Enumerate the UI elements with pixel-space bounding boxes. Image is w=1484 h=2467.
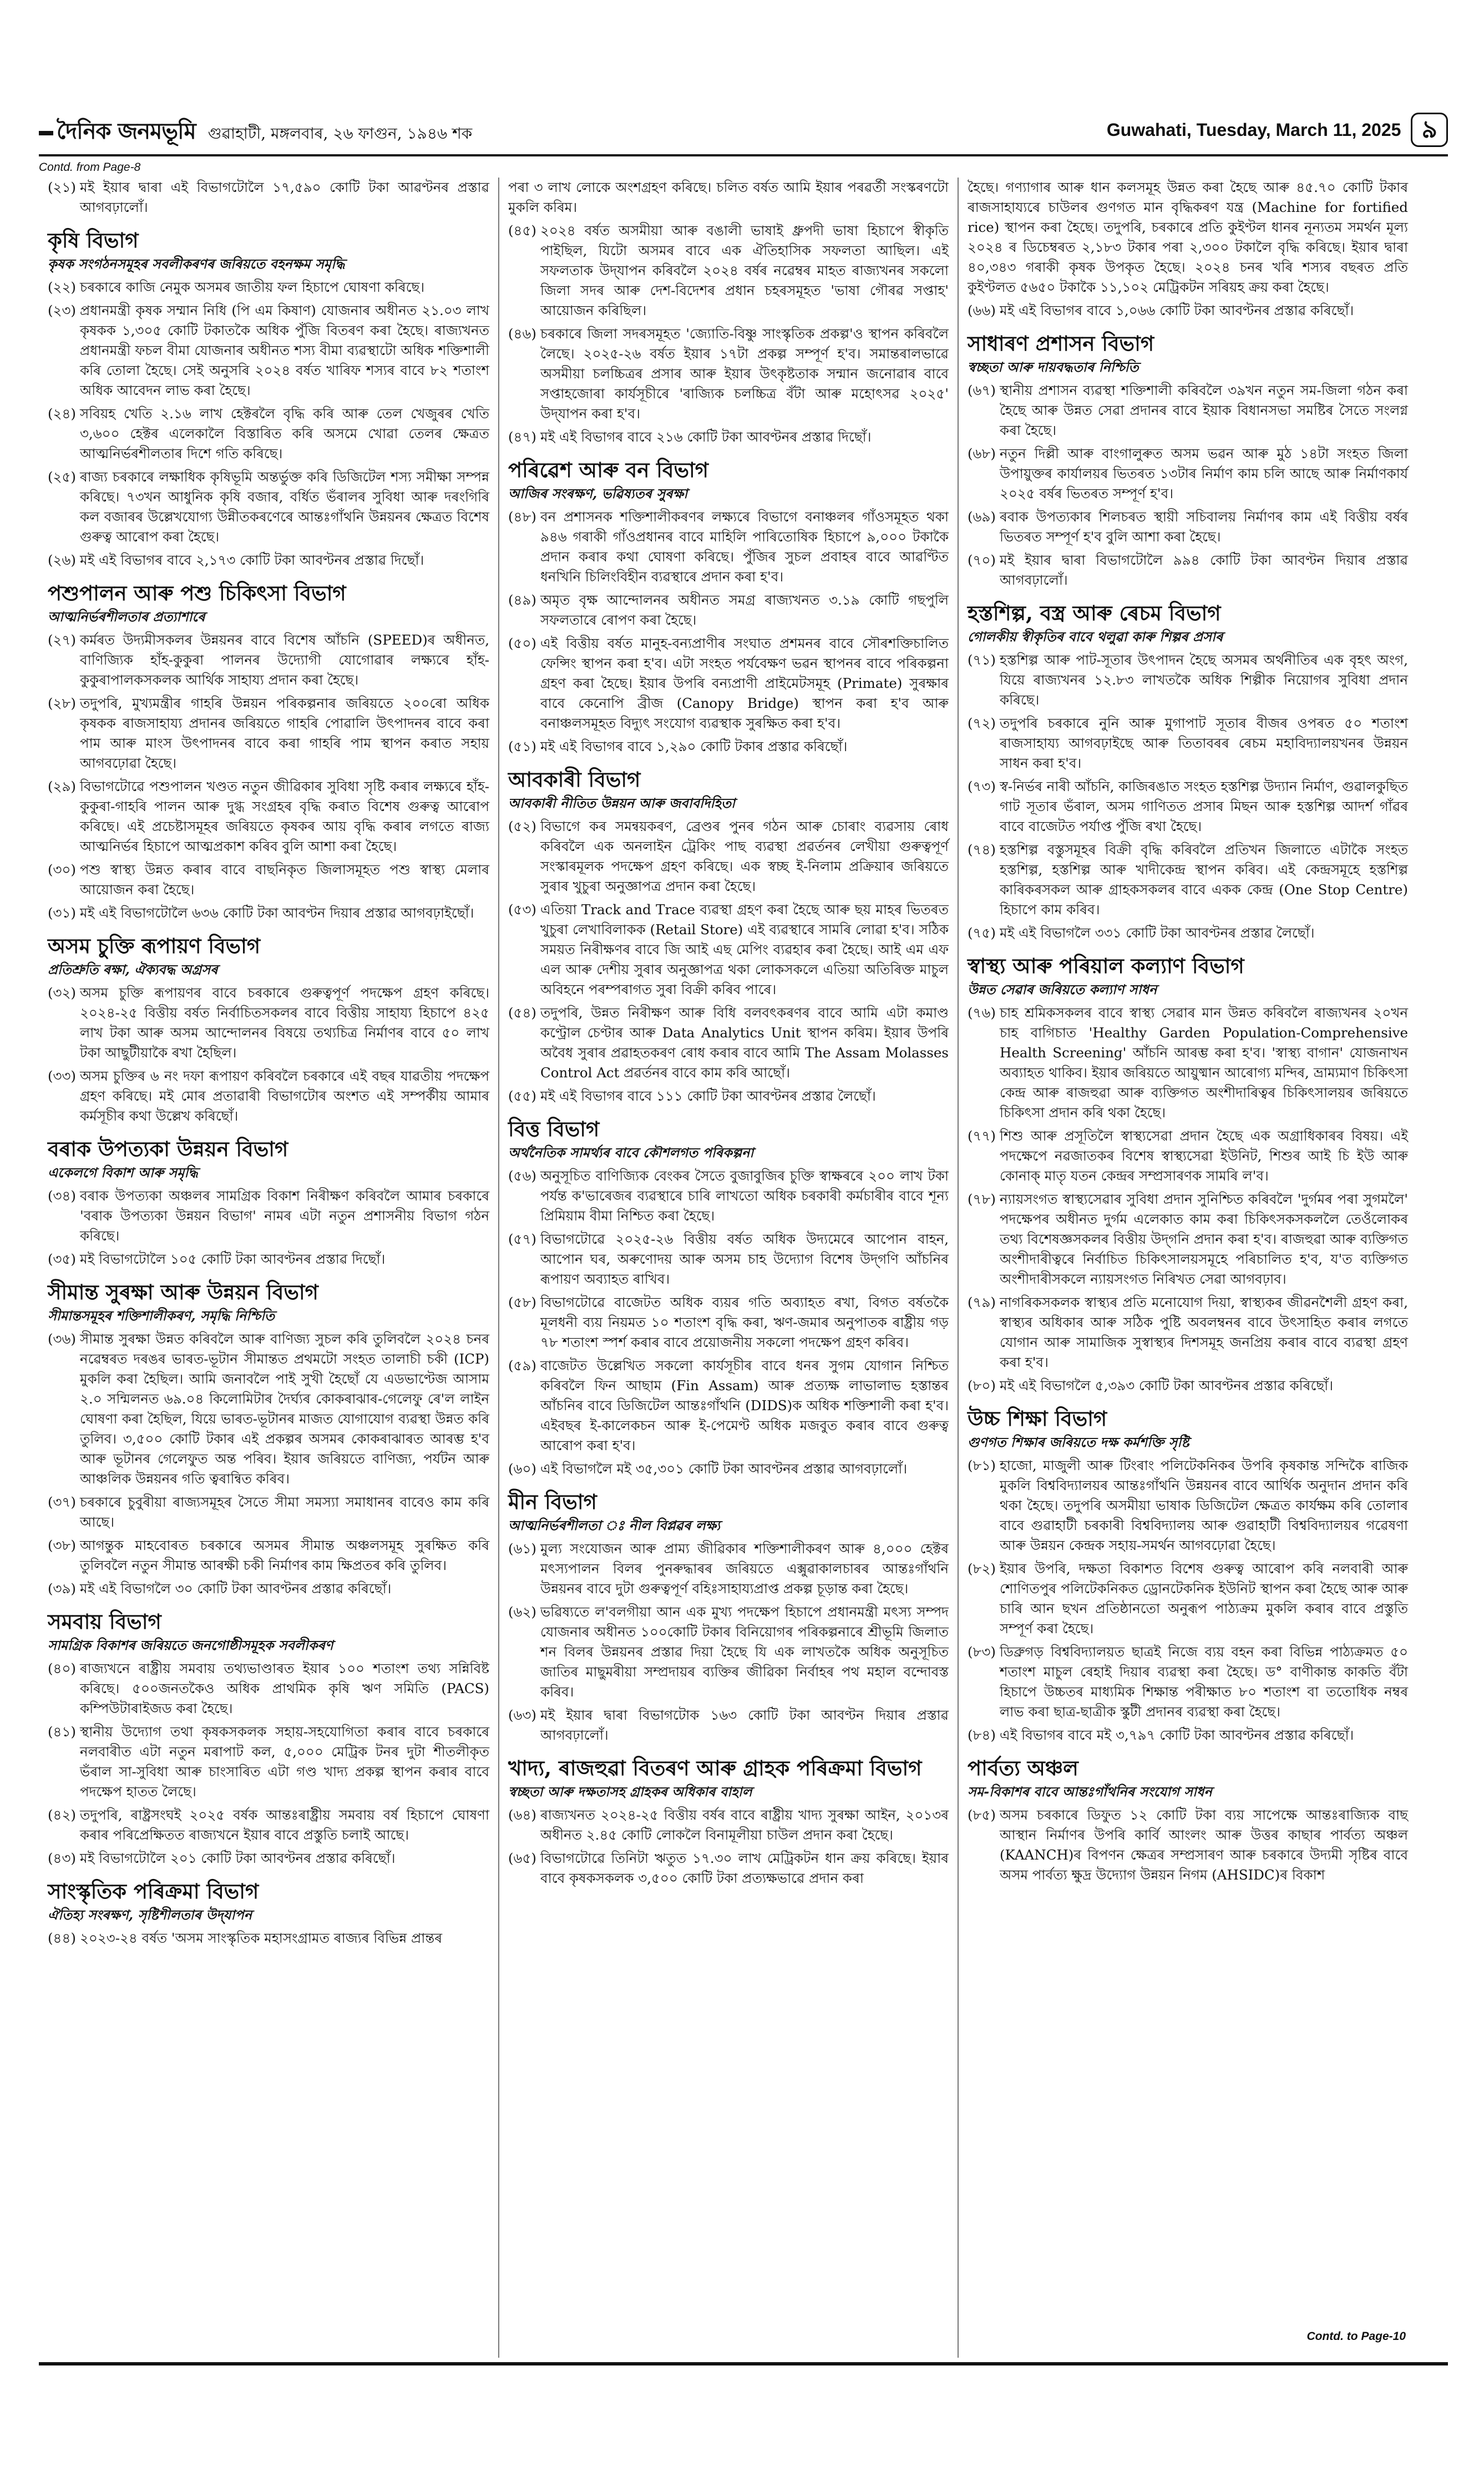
paragraph-number: (৭৫) bbox=[968, 925, 996, 941]
paragraph-text: মই এই বিভাগৰ বাবে ২১৬ কোটি টকা আবণ্টনৰ প্ৰস্তাৱ দিছোঁ। bbox=[540, 429, 872, 445]
numbered-paragraph bbox=[968, 1189, 1408, 1289]
numbered-paragraph bbox=[48, 1492, 489, 1532]
paragraph-text: হস্তশিল্প আৰু পাট-সূতাৰ উৎপাদন হৈছে অসমৰ অৰ্থনীতিৰ এক বৃহৎ অংগ, যিয়ে ৰাজ্যখনৰ ১২.৮৩ লাখতকৈ অধিক শিল্পীক নিয়োগৰ সুবিধা প্ৰদান কৰিছে। bbox=[1000, 652, 1408, 708]
section-subheading: সামগ্ৰিক বিকাশৰ জৰিয়তে জনগোষ্ঠীসমূহক সবলীকৰণ bbox=[48, 1637, 333, 1653]
paragraph-text: ডিব্ৰুগড় বিশ্ববিদ্যালয়ত ছাত্ৰই নিজে ব্যয় বহন কৰা বিভিন্ন পাঠ্যক্ৰমত ৫০ শতাংশ মাচুল ৰেহাই দিয়াৰ ব্যৱস্থা কৰা হৈছে। ড° বাণীকান্ত কাকতি বঁটা হিচাপে উচ্চতৰ মাধ্যমিক শিক্ষান্ত পৰীক্ষাত ৮০ শতাংশ বা ততোধিক নম্বৰ লাভ কৰা ছাত্ৰ-ছাত্ৰীক স্কুটী প্ৰদানৰ ব্যৱস্থা কৰা হৈছে। bbox=[1000, 1644, 1408, 1720]
paragraph-number: (৪৪) bbox=[48, 1930, 76, 1946]
paragraph-number: (৬২) bbox=[508, 1604, 536, 1620]
section-subheading: আবকাৰী নীতিত উন্নয়ন আৰু জবাবদিহিতা bbox=[508, 795, 735, 811]
numbered-paragraph bbox=[968, 777, 1408, 837]
bottom-rule bbox=[39, 2362, 1448, 2365]
numbered-paragraph bbox=[508, 427, 949, 447]
paragraph-text: এই বিভাগৰ বাবে মই ৩,৭৯৭ কোটি টকা আবণ্টনৰ প্ৰস্তাৱ কৰিছোঁ। bbox=[1000, 1727, 1354, 1743]
dateline-english: Guwahati, Tuesday, March 11, 2025 bbox=[1106, 119, 1401, 140]
section-heading: মীন বিভাগ bbox=[508, 1490, 597, 1514]
paragraph-number: (৪৬) bbox=[508, 326, 536, 342]
section-subheading: প্ৰতিশ্ৰুতি ৰক্ষা, ঐক্যবদ্ধ অগ্ৰসৰ bbox=[48, 961, 218, 977]
masthead bbox=[39, 108, 1448, 158]
newspaper-name: দৈনিক জনমভূমি bbox=[39, 114, 196, 151]
paragraph-number: (২৭) bbox=[48, 632, 76, 648]
paragraph-number: (৭৬) bbox=[968, 1005, 996, 1021]
section-heading: খাদ্য, ৰাজহুৱা বিতৰণ আৰু গ্ৰাহক পৰিক্ৰমা বিভাগ bbox=[508, 1756, 922, 1780]
paragraph-number: (৬৫) bbox=[508, 1850, 536, 1866]
section-subheading: সম-বিকাশৰ বাবে আন্তঃগাঁথনিৰ সংযোগ সাধন bbox=[968, 1784, 1212, 1800]
masthead-left bbox=[39, 114, 472, 151]
numbered-paragraph bbox=[508, 1805, 949, 1845]
numbered-paragraph bbox=[48, 1722, 489, 1802]
numbered-paragraph bbox=[508, 1356, 949, 1456]
section-subheading: স্বচ্ছতা আৰু দক্ষতাসহ গ্ৰাহকৰ অধিকাৰ বাহাল bbox=[508, 1784, 752, 1800]
numbered-paragraph bbox=[508, 737, 949, 757]
paragraph-text: মই এই বিভাগৰ বাবে ১,০৬৬ কোটি টকা আবণ্টনৰ প্ৰস্তাৱ কৰিছোঁ। bbox=[1000, 302, 1354, 318]
paragraph-text: হস্তশিল্প বস্তুসমূহৰ বিক্ৰী বৃদ্ধি কৰিবলৈ প্ৰতিখন জিলাতে এটাকৈ সংহত হস্তশিল্প, হস্তশিল্প আৰু খাদীকেন্দ্ৰ স্থাপন কৰিব। এই কেন্দ্ৰসমূহে হস্তশিল্প কাৰিকৰসকল আৰু গ্ৰাহকসকলৰ বাবে একক কেন্দ্ৰ (One Stop Centre) হিচাপে কাম কৰিব। bbox=[1000, 842, 1408, 918]
paragraph-text: বিভাগটোৱে পশুপালন খণ্ডত নতুন জীৱিকাৰ সুবিধা সৃষ্টি কৰাৰ লক্ষ্যৰে হাঁহ-কুকুৰা-গাহৰি পালন আৰু দুগ্ধ সংগ্ৰহৰ বৃদ্ধি কৰাত বিশেষ গুৰুত্ব আৰোপ কৰিছে। এই প্ৰচেষ্টাসমূহৰ জৰিয়তে কৃষকৰ আয় বৃদ্ধি কৰাৰ লগতে ৰাজ্য আত্মনিৰ্ভৰ হিচাপে আত্মপ্ৰকাশ কৰিব বুলি আশা কৰা হৈছে। bbox=[80, 778, 489, 854]
paragraph-text: বিভাগটোৱে বাজেটত অধিক ব্যয়ৰ গতি অব্যাহত ৰখা, বিগত বৰ্ষতকৈ মূলধনী ব্যয় নিয়মত ১০ শতাংশ বৃদ্ধি কৰা, ঋণ-জমাৰ অনুপাতক ৰাষ্ট্ৰীয় গড় ৭৮ শতাংশ স্পৰ্শ কৰাৰ বাবে প্ৰয়োজনীয় সকলো পদক্ষেপ গ্ৰহণ কৰিব। bbox=[540, 1294, 949, 1350]
numbered-paragraph bbox=[508, 1705, 949, 1745]
numbered-paragraph bbox=[48, 1848, 489, 1868]
numbered-paragraph bbox=[968, 1126, 1408, 1186]
numbered-paragraph bbox=[48, 467, 489, 547]
numbered-paragraph bbox=[508, 817, 949, 896]
numbered-paragraph bbox=[48, 630, 489, 690]
dateline-local: গুৱাহাটী, মঙ্গলবাৰ, ২৬ ফাগুন, ১৯৪৬ শক bbox=[207, 124, 473, 143]
paragraph-number: (২৯) bbox=[48, 778, 76, 794]
paragraph-text: অসম চুক্তি ৰূপায়ণৰ বাবে চৰকাৰে গুৰুত্বপূৰ্ণ পদক্ষেপ গ্ৰহণ কৰিছে। ২০২৪-২৫ বিত্তীয় বৰ্ষত নিৰ্বাচিতসকলৰ বাবে বিত্তীয় সাহায্য হিচাপে ৪২৫ লাখ টকা আৰু অসম আন্দোলনৰ বিষয়ে তথ্যচিত্ৰ নিৰ্মাণৰ বাবে ৫০ লাখ টকা আছুটীয়াকৈ ৰখা হৈছিল। bbox=[80, 985, 489, 1061]
numbered-paragraph bbox=[508, 507, 949, 587]
numbered-paragraph bbox=[48, 178, 489, 217]
numbered-paragraph bbox=[48, 1805, 489, 1845]
numbered-paragraph bbox=[48, 903, 489, 923]
paragraph-text: হৈছে। গণ্যাগাৰ আৰু ধান কলসমূহ উন্নত কৰা হৈছে আৰু ৪৫.৭০ কোটি টকাৰ ৰাজসাহায্যৰে চাউলৰ গুণগত মান বৃদ্ধিকৰণ যন্ত্ৰ (Machine for fortified rice) স্থাপন কৰা হৈছে। তদুপৰি, চৰকাৰে প্ৰতি কুইণ্টল ধানৰ নূন্যতম সমৰ্থন মূল্য ২০২৪ ৰ ডিচেম্বৰত ২,১৮৩ টকাৰ পৰা ২,৩০০ টকালৈ বৃদ্ধি কৰিছে। ইয়াৰ দ্বাৰা ৪০,৩৪৩ গৰাকী কৃষক উপকৃত হৈছে। ২০২৪ চনৰ খৰি শস্যৰ বছৰত প্ৰতি কুইণ্টলত ৫৬৫০ টকাকৈ ১১,১০২ মেট্ৰিকটন সৰিয়হ ক্ৰয় কৰা হৈছে। bbox=[968, 179, 1408, 295]
paragraph-number: (৬৪) bbox=[508, 1807, 536, 1823]
paragraph-text: কৰ্মৰত উদ্যমীসকলৰ উন্নয়নৰ বাবে বিশেষ আঁচনি (SPEED)ৰ অধীনত, বাণিজ্যিক হাঁহ-কুকুৰা পালনৰ উদ্যোগী যোগোৱাৰ লক্ষ্যৰে হাঁহ-কুকুৰাপালকসকলক আৰ্থিক সাহায্য প্ৰদান কৰা হৈছে। bbox=[80, 632, 489, 688]
section-subheading: কৃষক সংগঠনসমূহৰ সবলীকৰণৰ জৰিয়তে বহনক্ষম সমৃদ্ধি bbox=[48, 256, 345, 272]
paragraph-number: (৪২) bbox=[48, 1807, 76, 1823]
numbered-paragraph bbox=[48, 550, 489, 570]
paragraph-text: তদুপৰি, মুখ্যমন্ত্ৰীৰ গাহৰি উন্নয়ন পৰিকল্পনাৰ জৰিয়তে ২০০ৰো অধিক কৃষকক ৰাজসাহায্য প্ৰদানৰ জৰিয়তে গাহৰি পোৱালি উৎপাদনৰ বাবে কৰা পাম আৰু মাংস উৎপাদনৰ বাবে কৰা গাহৰি পাম স্থাপন কৰাত সহায় আগবঢ়োৱা হৈছে। bbox=[80, 695, 489, 771]
paragraph-number: (২৪) bbox=[48, 406, 76, 422]
section-heading: কৃষি বিভাগ bbox=[48, 228, 139, 252]
paragraph-text: মই এই বিভাগলৈ ৫,৩৯৩ কোটি টকা আবণ্টনৰ প্ৰস্তাৱ কৰিছোঁ। bbox=[1000, 1377, 1334, 1394]
numbered-paragraph bbox=[508, 1848, 949, 1888]
numbered-paragraph bbox=[48, 1329, 489, 1489]
numbered-paragraph bbox=[968, 550, 1408, 590]
numbered-paragraph bbox=[968, 381, 1408, 440]
paragraph-text: মই এই বিভাগলৈ ৩০ কোটি টকা আবণ্টনৰ প্ৰস্তাৱ কৰিছোঁ। bbox=[80, 1580, 392, 1597]
section-subheading: আজিৰ সংৰক্ষণ, ভৱিষ্যতৰ সুৰক্ষা bbox=[508, 485, 688, 501]
numbered-paragraph bbox=[968, 1293, 1408, 1372]
paragraph-text: মই ইয়াৰ দ্বাৰা এই বিভাগটোলৈ ১৭,৫৯০ কোটি টকা আৱণ্টনৰ প্ৰস্তাৱ আগবঢ়ালোঁ। bbox=[80, 179, 489, 215]
paragraph-text: এই বিভাগলৈ মই ৩৫,৩০১ কোটি টকা আবণ্টনৰ প্ৰস্তাৱ আগবঢ়ালোঁ। bbox=[540, 1461, 908, 1477]
paragraph-text: চাহ শ্ৰমিকসকলৰ বাবে স্বাস্থ্য সেৱাৰ মান উন্নত কৰিবলৈ ৰাজ্যখনৰ ২০খন চাহ বাগিচাত 'Healthy Garden Population-Comprehensive Health Screening' আঁচনি আৰম্ভ কৰা হ'ব। 'স্বাস্থ্য বাগান' যোজনাখন অব্যাহত থাকিব। ইয়াৰ জৰিয়তে আয়ুষ্মান আৰোগ্য মন্দিৰ, ভ্ৰাম্যমাণ চিকিৎসা কেন্দ্ৰ আৰু ৰাজহুৱা আৰু ব্যক্তিগত অংশীদাৰিত্বৰ চিকিৎসালয়ৰ জৰিয়তে চিকিৎসা প্ৰদান কৰি থকা হৈছে। bbox=[1000, 1005, 1408, 1121]
section-heading: স্বাস্থ্য আৰু পৰিয়াল কল্যাণ বিভাগ bbox=[968, 954, 1244, 978]
paragraph-number: (২৬) bbox=[48, 552, 76, 568]
paragraph-number: (৩৯) bbox=[48, 1580, 76, 1597]
numbered-paragraph bbox=[48, 1249, 489, 1269]
paragraph-text: ন্যায়সংগত স্বাস্থ্যসেৱাৰ সুবিধা প্ৰদান সুনিশ্চিত কৰিবলৈ 'দুৰ্গমৰ পৰা সুগমলৈ' পদক্ষেপৰ অধীনত দুৰ্গম এলেকাত কাম কৰা চিকিৎসকসকললৈ তেওঁলোকৰ তথ্য বিশেষজ্ঞসকলৰ বিত্তীয় উদ্‌গনি প্ৰদান কৰা হ'ব। ৰাজহুৱা আৰু ব্যক্তিগত অংশীদাৰীত্বৰে নিৰ্বাচিত চিকিৎসালয়সমূহে পৰিচালিত হ'ব, য'ত ব্যক্তিগত অংশীদাৰীসকলে ন্যায়সংগত নিৰিখত সেৱা আগবঢ়াব। bbox=[1000, 1191, 1408, 1287]
section-subheading: আত্মনিৰ্ভৰশীলতাৰ প্ৰত্যাশাৰে bbox=[48, 609, 205, 625]
paragraph-number: (৭০) bbox=[968, 552, 996, 568]
numbered-paragraph bbox=[968, 1805, 1408, 1885]
column-2 bbox=[498, 178, 958, 2358]
paragraph-number: (৫৩) bbox=[508, 901, 536, 918]
paragraph-number: (৮২) bbox=[968, 1561, 996, 1577]
paragraph-number: (২২) bbox=[48, 279, 76, 295]
paragraph-number: (৫৪) bbox=[508, 1005, 536, 1021]
paragraph-text: ৰাজ্যখনত ২০২৪-২৫ বিত্তীয় বৰ্ষৰ বাবে ৰাষ্ট্ৰীয় খাদ্য সুৰক্ষা আইন, ২০১৩ৰ অধীনত ২.৪৫ কোটি লোকলৈ বিনামূলীয়া চাউল প্ৰদান কৰা হৈছে। bbox=[540, 1807, 949, 1843]
paragraph-text: মই ইয়াৰ দ্বাৰা বিভাগটোলৈ ৯৯৪ কোটি টকা আবণ্টন দিয়াৰ প্ৰস্তাৱ আগবঢ়ালোঁ। bbox=[1000, 552, 1408, 588]
paragraph-text: ৰবাক উপত্যকাৰ শিলচৰত স্থায়ী সচিবালয় নিৰ্মাণৰ কাম এই বিত্তীয় বৰ্ষৰ ভিতৰত সম্পূৰ্ণ হ'ব বুলি আশা কৰা হৈছে। bbox=[1000, 509, 1408, 545]
paragraph-text: মই এই বিভাগৰ বাবে ১১১ কোটি টকা আবণ্টনৰ প্ৰস্তাৱ লৈছোঁ। bbox=[540, 1088, 876, 1104]
paragraph-number: (৮০) bbox=[968, 1377, 996, 1394]
section-heading: উচ্চ শিক্ষা বিভাগ bbox=[968, 1406, 1107, 1431]
section-heading: সীমান্ত সুৰক্ষা আৰু উন্নয়ন বিভাগ bbox=[48, 1280, 318, 1304]
paragraph-text: বিভাগটোৱে ২০২৫-২৬ বিত্তীয় বৰ্ষত অধিক উদ্যমেৰে আপোন বাহন, আপোন ঘৰ, অৰুণোদয় আৰু অসম চাহ উদ্যোগ বিশেষ উদ্‌গণি আঁচনিৰ ৰূপায়ণ অব্যাহত ৰাখিব। bbox=[540, 1231, 949, 1287]
paragraph-number: (৮১) bbox=[968, 1457, 996, 1473]
numbered-paragraph bbox=[968, 923, 1408, 943]
continued-paragraph bbox=[508, 178, 949, 217]
numbered-paragraph bbox=[508, 1166, 949, 1226]
section-heading: পাৰ্বত্য অঞ্চল bbox=[968, 1756, 1078, 1780]
paragraph-number: (২১) bbox=[48, 179, 76, 195]
numbered-paragraph bbox=[48, 1659, 489, 1719]
paragraph-number: (৩৬) bbox=[48, 1331, 76, 1347]
paragraph-number: (৬৯) bbox=[968, 509, 996, 525]
section-heading: সাংস্কৃতিক পৰিক্ৰমা বিভাগ bbox=[48, 1879, 259, 1903]
paragraph-number: (৭৪) bbox=[968, 842, 996, 858]
paragraph-number: (৩৫) bbox=[48, 1251, 76, 1267]
numbered-paragraph bbox=[48, 983, 489, 1063]
paragraph-text: মই বিভাগটোলৈ ২০১ কোটি টকা আবণ্টনৰ প্ৰস্তাৱ কৰিছোঁ। bbox=[80, 1850, 396, 1866]
paragraph-text: শিশু আৰু প্ৰসূতিলৈ স্বাস্থ্যসেৱা প্ৰদান হৈছে এক অগ্ৰাধিকাৰৰ বিষয়। এই পদক্ষেপে নৱজাতকৰ বিশেষ স্বাস্থ্যসেৱা ইউনিট, শিশুৰ আই চি ইউ আৰু কোনাক্ মাতৃ যতন কেন্দ্ৰৰ সম্প্ৰসাৰণক সামৰি ল'ব। bbox=[1000, 1128, 1408, 1184]
numbered-paragraph bbox=[508, 590, 949, 630]
paragraph-text: বন প্ৰশাসনক শক্তিশালীকৰণৰ লক্ষ্যৰে বিভাগে বনাঞ্চলৰ গাঁওসমূহত থকা ৯৪৬ গৰাকী গাঁওপ্ৰধানৰ বাবে মাহিলি পাৰিতোষিক হিচাপে ৯,০০০ টকাকৈ প্ৰদান কৰাৰ কথা ঘোষণা কৰিছে। পুঁজিৰ সুচল প্ৰবাহৰ বাবে আৱণ্টিত ধনখিনি চিলিংবিহীন ব্যৱস্থাৰে প্ৰদান কৰা হ'ব। bbox=[540, 509, 949, 585]
paragraph-text: প্ৰধানমন্ত্ৰী কৃষক সম্মান নিধি (পি এম কিষাণ) যোজনাৰ অধীনত ২১.০৩ লাখ কৃষকক ১,৩০৫ কোটি টকাতকৈ অধিক পুঁজি বিতৰণ কৰা হৈছে। ৰাজ্যখনত প্ৰধানমন্ত্ৰী ফচল বীমা যোজনাৰ অধীনত শস্য বীমা ব্যৱস্থাটো অধিক শক্তিশালী কৰি তোলা হৈছে। সেই অনুসৰি ২০২৪ বৰ্ষত খাৰিফ শস্যৰ বাবে ৮২ শতাংশ অধিক আবেদন লাভ কৰা হৈছে। bbox=[80, 302, 489, 398]
paragraph-text: অসম চৰকাৰে ডিফুত ১২ কোটি টকা ব্যয় সাপেক্ষে আন্তঃৰাজ্যিক বাছ আস্থান নিৰ্মাণৰ উপৰি কাৰ্বি আংলং আৰু উত্তৰ কাছাৰ পাৰ্বত্য অঞ্চল (KAANCH)ৰ বিপণন ক্ষেত্ৰৰ সম্প্ৰসাৰণ আৰু চৰকাৰে উদ্যমী সৃষ্টিৰ বাবে অসম পাৰ্বত্য ক্ষুদ্ৰ উদ্যোগ উন্নয়ন নিগম (AHSIDC)ৰ বিকাশ bbox=[1000, 1807, 1408, 1883]
paragraph-number: (৫৮) bbox=[508, 1294, 536, 1310]
paragraph-text: চৰকাৰে জিলা সদৰসমূহত 'জ্যোতি-বিষ্ণু সাংস্কৃতিক প্ৰকল্প'ও স্থাপন কৰিবলৈ লৈছে। ২০২৫-২৬ বৰ্ষত ইয়াৰ ১৭টা প্ৰকল্প সম্পূৰ্ণ হ'ব। সমান্তৰালভাৱে অসমীয়া চলচ্চিত্ৰৰ প্ৰসাৰ আৰু ইয়াৰ উৎকৃষ্টতাক সন্মান জনোৱাৰ বাবে সপ্তাহজোৰা কাৰ্যসূচীৰে 'ৰাজ্যিক চলচ্চিত্ৰ বঁটা আৰু মহোৎসৱ ২০২৫' উদ্‌যাপন কৰা হ'ব। bbox=[540, 326, 949, 422]
paragraph-text: নতুন দিল্লী আৰু বাংগালুৰুত অসম ভৱন আৰু মুঠ ১৪টা সংহত জিলা উপায়ুক্তৰ কাৰ্যালয়ৰ ভিতৰত ১৩টাৰ নিৰ্মাণ কাম চলি আছে আৰু নিৰ্মাণকাৰ্য ২০২৫ বৰ্ষৰ ভিতৰত সম্পূৰ্ণ হ'ব। bbox=[1000, 445, 1408, 501]
numbered-paragraph bbox=[508, 1539, 949, 1599]
paragraph-text: স্থানীয় প্ৰশাসন ব্যৱস্থা শক্তিশালী কৰিবলৈ ৩৯খন নতুন সম-জিলা গঠন কৰা হৈছে আৰু উন্নত সেৱা প্ৰদানৰ বাবে ইয়াক বিধানসভা সমষ্টিৰ সৈতে সংলগ্ন কৰা হৈছে। bbox=[1000, 382, 1408, 438]
paragraph-number: (৬৩) bbox=[508, 1707, 536, 1723]
paragraph-number: (৪৮) bbox=[508, 509, 536, 525]
article-columns bbox=[39, 178, 1448, 2358]
section-heading: সাধাৰণ প্ৰশাসন বিভাগ bbox=[968, 331, 1154, 356]
numbered-paragraph bbox=[508, 1459, 949, 1479]
paragraph-text: বিভাগে কৰ সমন্বয়কৰণ, ব্ৰেণ্ডৰ পুনৰ গঠন আৰু চোৰাং ব্যৱসায় ৰোধ কৰিবলৈ এক অনলাইন ট্ৰেকিং পাছ ব্যৱস্থা প্ৰৱৰ্তনৰ লেখীয়া গুৰুত্বপূৰ্ণ সংস্কাৰমূলক পদক্ষেপ গ্ৰহণ কৰিছে। এক স্বচ্ছ ই-নিলাম প্ৰক্ৰিয়াৰ জৰিয়তে সুৰাৰ খুচুৰা অনুজ্ঞাপত্ৰ প্ৰদান কৰা হৈছে। bbox=[540, 818, 949, 894]
numbered-paragraph bbox=[968, 444, 1408, 504]
paragraph-text: অসম চুক্তিৰ ৬ নং দফা ৰূপায়ণ কৰিবলৈ চৰকাৰে এই বছৰ যাৱতীয় পদক্ষেপ গ্ৰহণ কৰিছে। মই মোৰ প্ৰতাৱাৰী বিভাগটোৰ অংশত এই সম্পৰ্কীয় আমাৰ কৰ্মসূচীৰ কথা উল্লেখ কৰিছোঁ। bbox=[80, 1068, 489, 1124]
paragraph-number: (৩১) bbox=[48, 905, 76, 921]
numbered-paragraph bbox=[508, 900, 949, 1000]
numbered-paragraph bbox=[48, 1066, 489, 1126]
numbered-paragraph bbox=[968, 650, 1408, 710]
paragraph-text: সীমান্ত সুৰক্ষা উন্নত কৰিবলৈ আৰু বাণিজ্য সুচল কৰি তুলিবলৈ ২০২৪ চনৰ নৱেম্বৰত দৰঙৰ ভাৰত-ভূটান সীমান্তত প্ৰথমটো সংহত তালাচী চকী (ICP) মুকলি কৰা হৈছিল। আমি জনাবলৈ পাই সুখী হৈছোঁ যে এডভাণ্টেজ আসাম ২.০ সন্মিলনত ৬৯.০৪ কিলোমিটাৰ দৈৰ্ঘ্যৰ কোকৰাঝাৰ-গেলেফু ৰে'ল লাইন ঘোষণা কৰা হৈছিল, যিয়ে ভাৰত-ভূটানৰ মাজত যোগাযোগ ব্যৱস্থা উন্নত কৰি তুলিব। ৩,৫০০ কোটি টকাৰ এই প্ৰকল্পৰ অসমৰ কোকৰাঝাৰত আৰম্ভ হ'ব আৰু ভূটানৰ গেলেফুত অন্ত পৰিব। ইয়াৰ জৰিয়তে বাণিজ্য, পৰ্যটন আৰু আঞ্চলিক উন্নয়নৰ গতি ত্বৰান্বিত কৰিব। bbox=[80, 1331, 489, 1487]
section-heading: পশুপালন আৰু পশু চিকিৎসা বিভাগ bbox=[48, 581, 346, 605]
paragraph-text: মই এই বিভাগটোলৈ ৬৩৬ কোটি টকা আবণ্টন দিয়াৰ প্ৰস্তাৱ আগবঢ়াইছোঁ। bbox=[80, 905, 474, 921]
paragraph-number: (৮৪) bbox=[968, 1727, 996, 1743]
section-heading: আবকাৰী বিভাগ bbox=[508, 767, 641, 792]
numbered-paragraph bbox=[508, 1086, 949, 1106]
paragraph-number: (৭২) bbox=[968, 715, 996, 731]
paragraph-text: ইয়াৰ উপৰি, দক্ষতা বিকাশত বিশেষ গুৰুত্ব আৰোপ কৰি নলবাৰী আৰু শোণিতপুৰ পলিটেকনিকত ড্ৰোনটেকনিক ইউনিট স্থাপন কৰা হৈছে আৰু আৰু চাৰি আন ছখন প্ৰতিষ্ঠানতো অনুৰূপ পাঠ্যক্ৰম মুকলি কৰাৰ বাবে প্ৰস্তুতি সম্পূৰ্ণ কৰা হৈছে। bbox=[1000, 1561, 1408, 1637]
paragraph-number: (২৮) bbox=[48, 695, 76, 711]
masthead-rule bbox=[39, 154, 1448, 156]
paragraph-text: মই এই বিভাগৰ বাবে ২,১৭৩ কোটি টকা আবণ্টনৰ প্ৰস্তাৱ দিছোঁ। bbox=[80, 552, 424, 568]
numbered-paragraph bbox=[508, 1229, 949, 1289]
section-subheading: সীমান্তসমূহৰ শক্তিশালীকৰণ, সমৃদ্ধি নিশ্চিতি bbox=[48, 1308, 275, 1324]
paragraph-number: (৪৫) bbox=[508, 222, 536, 239]
numbered-paragraph bbox=[48, 777, 489, 857]
numbered-paragraph bbox=[968, 713, 1408, 773]
paragraph-number: (৫৯) bbox=[508, 1357, 536, 1374]
paragraph-text: তদুপৰি চৰকাৰে নুনি আৰু মুগাপাট সূতাৰ বীজৰ ওপৰত ৫০ শতাংশ ৰাজসাহায্য আগবঢ়াইছে আৰু তিতাবৰৰ ৰেচম মহাবিদ্যালয়খনৰ উন্নয়ন সাধন কৰা হ'ব। bbox=[1000, 715, 1408, 771]
paragraph-number: (৪৯) bbox=[508, 592, 536, 608]
paragraph-text: বাজেটত উল্লেখিত সকলো কাৰ্যসূচীৰ বাবে ধনৰ সুগম যোগান নিশ্চিত কৰিবলৈ ফিন আছাম (Fin Assam) আৰু প্ৰত্যক্ষ লাভালাভ হস্তান্তৰ আঁচনিৰ বাবে ডিজিটেল আন্তঃগাঁথনি (DIDS)ক অধিক শক্তিশালী কৰা হ'ব। এইবছৰ ই-কালেকচন আৰু ই-পেমেণ্ট অধিক মজবুত কৰাৰ বাবে গুৰুত্ব আৰোপ কৰা হ'ব। bbox=[540, 1357, 949, 1453]
paragraph-text: বিভাগটোৱে তিনিটা ঋতুত ১৭.৩০ লাখ মেট্ৰিকটন ধান ক্ৰয় কৰিছে। ইয়াৰ বাবে কৃষকসকলক ৩,৫০০ কোটি টকা প্ৰত্যক্ষভাৱে প্ৰদান কৰা bbox=[540, 1850, 949, 1886]
column-1 bbox=[39, 178, 498, 2358]
numbered-paragraph bbox=[508, 221, 949, 321]
paragraph-number: (৩২) bbox=[48, 985, 76, 1001]
paragraph-text: ৰাজ্য চৰকাৰে লক্ষাধিক কৃষিভূমি অন্তৰ্ভুক্ত কৰি ডিজিটেল শস্য সমীক্ষা সম্পন্ন কৰিছে। ৭৩খন আধুনিক কৃষি বজাৰ, বৰ্ধিত ভঁৰালৰ সুবিধা আৰু দৰংগিৰি কল বজাৰৰ উল্লেখযোগ্য উন্নীতকৰণেৰে আন্তঃগাঁথনি উন্নয়নৰ ক্ষেত্ৰত বিশেষ গুৰুত্ব আৰোপ কৰা হৈছে। bbox=[80, 469, 489, 545]
numbered-paragraph bbox=[48, 693, 489, 773]
paragraph-text: অমৃত বৃক্ষ আন্দোলনৰ অধীনত সমগ্ৰ ৰাজ্যখনত ৩.১৯ কোটি গছপুলি সফলতাৰে ৰোপণ কৰা হৈছে। bbox=[540, 592, 949, 628]
paragraph-text: ২০২৪ বৰ্ষত অসমীয়া আৰু বঙালী ভাষাই ধ্ৰুপদী ভাষা হিচাপে স্বীকৃতি পাইছিল, যিটো অসমৰ বাবে এক ঐতিহাসিক সফলতা আছিল। এই সফলতাক উদ্‌যাপন কৰিবলৈ ২০২৪ বৰ্ষৰ নৱেম্বৰ মাহত ৰাজ্যখনৰ সকলো জিলা সদৰ আৰু দেশ-বিদেশৰ প্ৰধান চহৰসমূহত 'ভাষা গৌৰৱ সপ্তাহ' আয়োজন কৰিছিল। bbox=[540, 222, 949, 318]
numbered-paragraph bbox=[48, 404, 489, 464]
numbered-paragraph bbox=[48, 860, 489, 900]
paragraph-number: (৬৬) bbox=[968, 302, 996, 318]
numbered-paragraph bbox=[968, 1725, 1408, 1745]
paragraph-number: (৬৮) bbox=[968, 445, 996, 462]
section-heading: সমবায় বিভাগ bbox=[48, 1609, 161, 1634]
numbered-paragraph bbox=[968, 301, 1408, 321]
numbered-paragraph bbox=[968, 1559, 1408, 1639]
paragraph-number: (৩৮) bbox=[48, 1537, 76, 1553]
paragraph-number: (৫০) bbox=[508, 635, 536, 651]
paragraph-number: (৫২) bbox=[508, 818, 536, 834]
paragraph-number: (৭৩) bbox=[968, 778, 996, 794]
paragraph-text: মই এই বিভাগলৈ ৩৩১ কোটি টকা আবণ্টনৰ প্ৰস্তাৱ লৈছোঁ। bbox=[1000, 925, 1315, 941]
paragraph-text: আগন্তুক মাহবোৰত চৰকাৰে অসমৰ সীমান্ত অঞ্চলসমূহ সুৰক্ষিত কৰি তুলিবলৈ নতুন সীমান্ত আৰক্ষী চকী নিৰ্মাণৰ কাম ক্ষিপ্ৰতৰ কৰি তুলিব। bbox=[80, 1537, 489, 1573]
page-number: ৯ bbox=[1411, 113, 1448, 147]
section-heading: হস্তশিল্প, বস্ত্ৰ আৰু ৰেচম বিভাগ bbox=[968, 601, 1221, 625]
section-subheading: অৰ্থনৈতিক সামৰ্থ্যৰ বাবে কৌশলগত পৰিকল্পনা bbox=[508, 1144, 754, 1161]
paragraph-text: মই ইয়াৰ দ্বাৰা বিভাগটোক ১৬৩ কোটি টকা আবণ্টন দিয়াৰ প্ৰস্তাৱ আগবঢ়ালোঁ। bbox=[540, 1707, 949, 1743]
section-heading: বিত্ত বিভাগ bbox=[508, 1117, 600, 1141]
paragraph-text: চৰকাৰে কাজি নেমুক অসমৰ জাতীয় ফল হিচাপে ঘোষণা কৰিছে। bbox=[80, 279, 425, 295]
section-subheading: ঐতিহ্য সংৰক্ষণ, সৃষ্টিশীলতাৰ উদ্‌যাপন bbox=[48, 1907, 252, 1923]
section-subheading: আত্মনিৰ্ভৰশীলতা ঃ নীল বিপ্লৱৰ লক্ষ্য bbox=[508, 1517, 721, 1533]
section-subheading: গুণগত শিক্ষাৰ জৰিয়তে দক্ষ কৰ্মশক্তি সৃষ্টি bbox=[968, 1434, 1189, 1450]
paragraph-number: (৫১) bbox=[508, 738, 536, 754]
numbered-paragraph bbox=[968, 1456, 1408, 1556]
paragraph-text: স্থানীয় উদ্যোগ তথা কৃষকসকলক সহায়-সহযোগিতা কৰাৰ বাবে চৰকাৰে নলবাৰীত এটা নতুন মৰাপাট কল, ৫,০০০ মেট্ৰিক টনৰ দুটা শীতলীকৃত ভঁৰাল সা-সুবিধা আৰু চাংসাৰিত এটা গণ্ড খাদ্য প্ৰকল্প স্থাপন কৰাৰ বাবে পদক্ষেপ হাতত লৈছে। bbox=[80, 1724, 489, 1800]
section-subheading: গোলকীয় স্বীকৃতিৰ বাবে থলুৱা কাৰু শিল্পৰ প্ৰসাৰ bbox=[968, 629, 1223, 645]
paragraph-text: সবিয়হ খেতি ২.১৬ লাখ হেক্টৰলৈ বৃদ্ধি কৰি আৰু তেল খেজুৰৰ খেতি ৩,৬০০ হেক্টৰ এলেকালৈ বিস্তাৰিত কৰি অসমে খোৱা তেলৰ ক্ষেত্ৰত আত্মনিৰ্ভৰশীলতাৰ দিশে গতি কৰিছে। bbox=[80, 406, 489, 462]
numbered-paragraph bbox=[508, 634, 949, 733]
paragraph-number: (২৩) bbox=[48, 302, 76, 318]
section-subheading: উন্নত সেৱাৰ জৰিয়তে কল্যাণ সাধন bbox=[968, 981, 1157, 997]
paragraph-number: (৩৪) bbox=[48, 1188, 76, 1204]
section-heading: পৰিৱেশ আৰু বন বিভাগ bbox=[508, 458, 709, 482]
paragraph-number: (৩০) bbox=[48, 862, 76, 878]
paragraph-number: (৪৩) bbox=[48, 1850, 76, 1866]
paragraph-text: তদুপৰি, ৰাষ্ট্ৰসংঘই ২০২৫ বৰ্ষক আন্তঃৰাষ্ট্ৰীয় সমবায় বৰ্ষ হিচাপে ঘোষণা কৰাৰ পৰিপ্ৰেক্ষিতত ৰাজ্যখনে ইয়াৰ বাবে প্ৰস্তুতি চলাই আছে। bbox=[80, 1807, 489, 1843]
paragraph-number: (৭১) bbox=[968, 652, 996, 668]
masthead-right bbox=[1107, 113, 1448, 147]
continued-from-note: Contd. from Page-8 bbox=[39, 161, 141, 174]
paragraph-number: (৬৭) bbox=[968, 382, 996, 398]
paragraph-number: (৪৭) bbox=[508, 429, 536, 445]
paragraph-text: নাগৰিকসকলক স্বাস্থ্যৰ প্ৰতি মনোযোগ দিয়া, স্বাস্থ্যকৰ জীৱনশৈলী গ্ৰহণ কৰা, স্বাস্থ্যৰ অধিকাৰ আৰু সঠিক পুষ্টি অবলম্বনৰ বাবে উৎসাহিত কৰাৰ লগতে যোগান আৰু সামাজিক সুস্বাস্থ্যৰ দিশসমূহ জনপ্ৰিয় কৰাৰ বাবে ব্যৱস্থা গ্ৰহণ কৰা হ'ব। bbox=[1000, 1294, 1408, 1370]
paragraph-text: এই বিত্তীয় বৰ্ষত মানুহ-বন্যপ্ৰাণীৰ সংঘাত প্ৰশমনৰ বাবে সৌৰশক্তিচালিত ফেন্সিং স্থাপন কৰা হ'ব। এটা সংহত পৰ্যবেক্ষণ ভৱন স্থাপনৰ বাবে পৰিকল্পনা গ্ৰহণ কৰা হৈছে। ইয়াৰ উপৰি বন্যপ্ৰাণী প্ৰাইমেটসমূহ (Primate) সুৰক্ষাৰ বাবে কেনোপি ব্ৰীজ (Canopy Bridge) স্থাপন কৰা হ'ব আৰু বনাঞ্চলসমূহত বিদ্যুৎ সংযোগ ব্যৱস্থাক সুৰক্ষিত কৰা হ'ব। bbox=[540, 635, 949, 731]
numbered-paragraph bbox=[968, 507, 1408, 547]
paragraph-number: (৭৯) bbox=[968, 1294, 996, 1310]
paragraph-number: (৬০) bbox=[508, 1461, 536, 1477]
paragraph-text: ২০২৩-২৪ বৰ্ষত 'অসম সাংস্কৃতিক মহাসংগ্ৰামত ৰাজ্যৰ বিভিন্ন প্ৰান্তৰ bbox=[80, 1930, 443, 1946]
paragraph-text: মই বিভাগটোলৈ ১০৫ কোটি টকা আবণ্টনৰ প্ৰস্তাৱ দিছোঁ। bbox=[80, 1251, 386, 1267]
paragraph-text: মুল্য সংযোজন আৰু প্ৰাম্য জীৱিকাৰ শক্তিশালীকৰণ আৰু ৪,০০০ হেক্টৰ মৎস্যপালন বিলৰ পুনৰুদ্ধাৰৰ জৰিয়তে এক্সুৱাকালচাৰৰ আন্তঃগাঁথনি উন্নয়নৰ বাবে দুটা গুৰুত্বপূৰ্ণ বহিঃসাহায্যপ্ৰাপ্ত প্ৰকল্প চূড়ান্ত কৰা হৈছে। bbox=[540, 1541, 949, 1597]
paragraph-number: (৭৭) bbox=[968, 1128, 996, 1144]
numbered-paragraph bbox=[968, 1376, 1408, 1396]
paragraph-text: চৰকাৰে চুবুৰীয়া ৰাজ্যসমূহৰ সৈতে সীমা সমস্যা সমাধানৰ বাবেও কাম কৰি আছে। bbox=[80, 1494, 489, 1530]
section-subheading: একেলগে বিকাশ আৰু সমৃদ্ধি bbox=[48, 1164, 198, 1181]
paragraph-number: (৪১) bbox=[48, 1724, 76, 1740]
paragraph-text: স্ব-নিৰ্ভৰ নাৰী আঁচনি, কাজিৰঙাত সংহত হস্তশিল্প উদ্যান নিৰ্মাণ, গুৱালকুছিত গাট সূতাৰ ভঁৰাল, অসম গাণিতত প্ৰসাৰ মিছন আৰু হস্তশিল্প আদৰ্শ গাঁৱৰ বাবে বাজেটত পৰ্যাপ্ত পুঁজি ৰখা হৈছে। bbox=[1000, 778, 1408, 834]
numbered-paragraph bbox=[48, 1579, 489, 1599]
paragraph-text: এতিয়া Track and Trace ব্যৱস্থা গ্ৰহণ কৰা হৈছে আৰু ছয় মাহৰ ভিতৰত খুচুৰা লেখাবিলাকক (Retail Store) এই ব্যৱস্থাৰে সামৰি লোৱা হ'ব। সঠিক সময়ত নিৰীক্ষণৰ বাবে জি আই এছ মেপিং ব্যৱহাৰ কৰা হৈছে। আই এম এফ এল আৰু দেশীয় সুৰাৰ অনুজ্ঞাপত্ৰ থকা লোকসকলে এতিয়া অতিৰিক্ত মাচুল অবিহনে পৰম্পৰাগত সুৰা বিক্ৰী কৰিব পাৰে। bbox=[540, 901, 949, 997]
paragraph-number: (৮৩) bbox=[968, 1644, 996, 1660]
paragraph-number: (৪০) bbox=[48, 1660, 76, 1676]
paragraph-text: হাজো, মাজুলী আৰু টিংৰাং পলিটেকনিকৰ উপৰি কৃষকান্ত সন্দিকৈ ৰাজিক মুকলি বিশ্ববিদ্যালয়ৰ আন্তঃগাঁথনি উন্নয়নৰ বাবে আৰ্থিক অনুদান প্ৰদান কৰি থকা হৈছে। তদুপৰি অসমীয়া ভাষাক ডিজিটেল ক্ষেত্ৰত কাৰ্যক্ষম কৰি তোলাৰ বাবে গুৱাহাটী চৰকাৰী বিশ্ববিদ্যালয় আৰু গুৱাহাটী বিশ্ববিদ্যালয়ৰ গৱেষণা আৰু উন্নয়ন কেন্দ্ৰক সহায়-সমৰ্থন আগবঢ়োৱা হৈছে। bbox=[1000, 1457, 1408, 1553]
numbered-paragraph bbox=[48, 1928, 489, 1948]
numbered-paragraph bbox=[508, 1602, 949, 1702]
paragraph-text: পশু স্বাস্থ্য উন্নত কৰাৰ বাবে বাছনিকৃত জিলাসমূহত পশু স্বাস্থ্য মেলাৰ আয়োজন কৰা হৈছে। bbox=[80, 862, 489, 898]
section-heading: বৰাক উপত্যকা উন্নয়ন বিভাগ bbox=[48, 1137, 288, 1161]
paragraph-text: ভৱিষ্যতে ল'বলগীয়া আন এক মুখ্য পদক্ষেপ হিচাপে প্ৰধানমন্ত্ৰী মৎস্য সম্পদ যোজনাৰ অধীনত ১০০কোটি টকাৰ বিনিয়োগৰ পৰিকল্পনাৰে শ্ৰীভূমি জিলাত শন বিলৰ উন্নয়নৰ প্ৰস্তাৱ দিয়া হৈছে যি এক লাখতকৈ অধিক অনুসূচিত জাতিৰ মাছুমৰীয়া সম্প্ৰদায়ৰ ব্যক্তিৰ জীৱিকা নিৰ্বাহৰ পথ মহাল বন্দোবস্ত কৰিব। bbox=[540, 1604, 949, 1700]
numbered-paragraph bbox=[48, 277, 489, 297]
paragraph-text: ৰাজ্যখনে ৰাষ্ট্ৰীয় সমবায় তথ্যভাণ্ডাৰত ইয়াৰ ১০০ শতাংশ তথ্য সন্নিবিষ্ট কৰিছে। ৫০০জনতকৈও অধিক প্ৰাথমিক কৃষি ঋণ সমিতি (PACS) কম্পিউটাৰাইজড কৰা হৈছে। bbox=[80, 1660, 489, 1716]
continued-paragraph bbox=[968, 178, 1408, 297]
paragraph-number: (৫৬) bbox=[508, 1168, 536, 1184]
numbered-paragraph bbox=[508, 1293, 949, 1352]
section-heading: অসম চুক্তি ৰূপায়ণ বিভাগ bbox=[48, 934, 261, 958]
paragraph-number: (৮৫) bbox=[968, 1807, 996, 1823]
numbered-paragraph bbox=[508, 1003, 949, 1083]
numbered-paragraph bbox=[48, 301, 489, 401]
numbered-paragraph bbox=[508, 324, 949, 424]
numbered-paragraph bbox=[48, 1536, 489, 1576]
paragraph-number: (৭৮) bbox=[968, 1191, 996, 1207]
paragraph-number: (২৫) bbox=[48, 469, 76, 485]
numbered-paragraph bbox=[968, 840, 1408, 920]
paragraph-number: (৫৭) bbox=[508, 1231, 536, 1247]
numbered-paragraph bbox=[48, 1186, 489, 1246]
paragraph-text: বৰাক উপত্যকা অঞ্চলৰ সামগ্ৰিক বিকাশ নিৰীক্ষণ কৰিবলৈ আমাৰ চৰকাৰে 'বৰাক উপত্যকা উন্নয়ন বিভাগ' নামৰ এটা নতুন প্ৰশাসনীয় বিভাগ গঠন কৰিছে। bbox=[80, 1188, 489, 1244]
continued-to-note: Contd. to Page-10 bbox=[1306, 2330, 1406, 2343]
paragraph-number: (৫৫) bbox=[508, 1088, 536, 1104]
paragraph-text: অনুসূচিত বাণিজ্যিক বেংকৰ সৈতে বুজাবুজিৰ চুক্তি স্বাক্ষৰৰে ২০০ লাখ টকা পৰ্যন্ত ক'ভাৰেজৰ ব্যৱস্থাৰে চাৰি লাখতো অধিক চৰকাৰী কৰ্মচাৰীৰ বাবে শূন্য প্ৰিমিয়াম বীমা নিশ্চিত কৰা হৈছে। bbox=[540, 1168, 949, 1224]
numbered-paragraph bbox=[968, 1003, 1408, 1123]
section-subheading: স্বচ্ছতা আৰু দায়বদ্ধতাৰ নিশ্চিতি bbox=[968, 359, 1139, 375]
paragraph-text: মই এই বিভাগৰ বাবে ১,২৯০ কোটি টকাৰ প্ৰস্তাৱ কৰিছোঁ। bbox=[540, 738, 848, 754]
paragraph-text: পৰা ৩ লাখ লোকে অংশগ্ৰহণ কৰিছে। চলিত বৰ্ষত আমি ইয়াৰ পৰৱৰ্তী সংস্কৰণটো মুকলি কৰিম। bbox=[508, 179, 949, 215]
paragraph-number: (৩৭) bbox=[48, 1494, 76, 1510]
column-3 bbox=[958, 178, 1417, 2358]
paragraph-number: (৬১) bbox=[508, 1541, 536, 1557]
paragraph-text: তদুপৰি, উন্নত নিৰীক্ষণ আৰু বিধি বলবৎকৰণৰ বাবে আমি এটা কমাণ্ড কণ্ট্ৰোল চেণ্টাৰ আৰু Data Analytics Unit স্থাপন কৰিম। ইয়াৰ উপৰি অবৈধ সুৰাৰ প্ৰৱাহতকৰণ ৰোধ কৰাৰ বাবে আমি The Assam Molasses Control Act প্ৰৱৰ্তনৰ বাবে কাম কৰি আছোঁ। bbox=[540, 1005, 949, 1081]
numbered-paragraph bbox=[968, 1642, 1408, 1722]
paragraph-number: (৩৩) bbox=[48, 1068, 76, 1084]
